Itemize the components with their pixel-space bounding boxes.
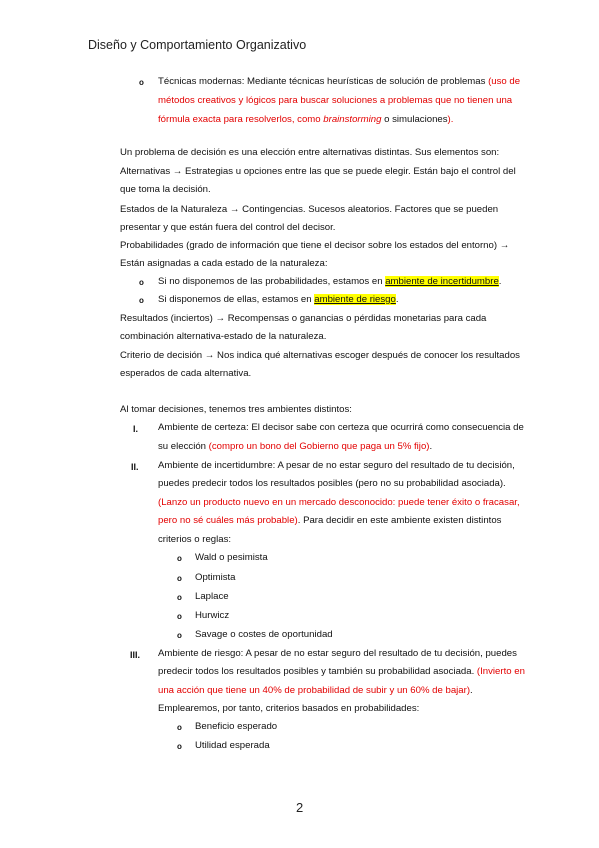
arrow-icon: →	[215, 313, 226, 324]
page-number: 2	[296, 800, 304, 815]
text-span: pero no sé cuáles más probable)	[158, 515, 298, 526]
text-span: . Para decidir en este ambiente existen distintos	[297, 515, 502, 526]
text-span: (Invierto en	[476, 666, 525, 677]
bullet-icon: o	[177, 554, 182, 563]
list-item: Wald o pesimista	[195, 552, 268, 563]
text-line: presentar y que están fuera del control del decisor.	[120, 222, 336, 233]
bullet-icon: o	[177, 612, 182, 621]
text-line	[158, 685, 473, 697]
highlight-text: ambiente de incertidumbre	[385, 276, 499, 287]
text-line	[158, 441, 432, 453]
text-line	[158, 276, 501, 288]
bullet-icon: o	[139, 78, 144, 87]
text-line: Emplearemos, por tanto, criterios basados en probabilidades:	[158, 703, 420, 714]
text-span: Estrategias u opciones entre las que se puede elegir. Están bajo el control del	[182, 166, 516, 177]
text-line: Al tomar decisiones, tenemos tres ambientes distintos:	[120, 404, 352, 415]
text-span: Resultados (inciertos)	[120, 313, 216, 324]
text-span: una acción que tiene un 40% de probabilidad de subir y un 60% de bajar)	[158, 685, 471, 696]
text-span: Si no disponemos de las probabilidades, estamos en	[158, 276, 386, 287]
text-span: Contingencias. Sucesos aleatorios. Factores que se pueden	[239, 204, 499, 215]
text-span: Técnicas modernas: Mediante técnicas heurísticas de solución de problemas	[158, 76, 489, 87]
text-span: Alternativas	[120, 166, 173, 177]
bullet-icon: o	[139, 278, 144, 287]
text-line: métodos creativos y lógicos para buscar soluciones a problemas que no tienen una	[158, 95, 513, 106]
list-item: Optimista	[195, 572, 236, 583]
text-line: (Lanzo un producto nuevo en un mercado desconocido: puede tener éxito o fracasar,	[158, 497, 520, 508]
text-line	[120, 240, 509, 252]
bullet-icon: o	[177, 742, 182, 751]
text-line: Ambiente de incertidumbre: A pesar de no estar seguro del resultado de tu decisión,	[158, 460, 515, 471]
text-line	[158, 666, 525, 678]
list-number: I.	[133, 424, 139, 434]
text-line: Un problema de decisión es una elección entre alternativas distintas. Sus elementos son:	[120, 147, 500, 158]
text-span: su elección	[158, 441, 209, 452]
text-span: Estados de la Naturaleza	[120, 204, 230, 215]
text-span: Criterio de decisión	[120, 350, 205, 361]
text-line	[120, 166, 516, 178]
text-line: que toma la decisión.	[120, 184, 211, 195]
text-span: o simulaciones	[381, 114, 448, 125]
text-span: brainstorming	[323, 114, 382, 125]
list-item: Savage o costes de oportunidad	[195, 629, 333, 640]
list-number: II.	[131, 462, 139, 472]
text-line: Ambiente de riesgo: A pesar de no estar seguro del resultado de tu decisión, puedes	[158, 648, 517, 659]
text-span: Nos indica qué alternativas escoger después de conocer los resultados	[214, 350, 520, 361]
bullet-icon: o	[177, 723, 182, 732]
text-span: Si disponemos de ellas, estamos en	[158, 294, 315, 305]
text-line: combinación alternativa-estado de la naturaleza.	[120, 331, 327, 342]
text-line: criterios o reglas:	[158, 534, 232, 545]
text-span: ).	[447, 114, 454, 125]
text-line	[158, 114, 453, 126]
highlight-text: ambiente de riesgo	[314, 294, 396, 305]
bullet-icon: o	[177, 631, 182, 640]
bullet-icon: o	[139, 296, 144, 305]
list-item: Hurwicz	[195, 610, 230, 621]
list-number: III.	[130, 650, 141, 660]
bullet-icon: o	[177, 574, 182, 583]
text-line: esperados de cada alternativa.	[120, 368, 252, 379]
text-span: .	[470, 685, 473, 696]
text-span: .	[429, 441, 433, 452]
arrow-icon: →	[204, 350, 215, 361]
page-header: Diseño y Comportamiento Organizativo	[88, 38, 307, 52]
arrow-icon: →	[499, 240, 510, 251]
list-item: Beneficio esperado	[195, 721, 278, 732]
text-line	[158, 76, 520, 88]
text-line	[120, 350, 520, 362]
text-span: predecir todos los resultados posibles y también su probabilidad asociada.	[158, 666, 477, 677]
text-span: (compro un bono del Gobierno que paga un 5% fijo)	[208, 441, 430, 452]
text-line	[120, 204, 498, 216]
bullet-icon: o	[177, 593, 182, 602]
arrow-icon: →	[172, 166, 183, 177]
text-line	[158, 515, 501, 527]
list-item: Utilidad esperada	[195, 740, 270, 751]
text-line	[120, 313, 486, 325]
list-item: Laplace	[195, 591, 229, 602]
text-line: Están asignadas a cada estado de la naturaleza:	[120, 258, 328, 269]
text-line	[158, 294, 399, 306]
text-line: puedes predecir todos los resultados posibles (pero no su probabilidad asociada).	[158, 478, 506, 489]
text-line: Ambiente de certeza: El decisor sabe con certeza que ocurrirá como consecuencia de	[158, 422, 524, 433]
text-span: Recompensas o ganancias o pérdidas monetarias para cada	[225, 313, 487, 324]
text-span: .	[498, 276, 502, 287]
text-span: (uso de	[488, 76, 521, 87]
text-span: fórmula exacta para resolverlos, como	[158, 114, 324, 125]
arrow-icon: →	[229, 204, 240, 215]
text-span: .	[395, 294, 399, 305]
text-span: Probabilidades (grado de información que tiene el decisor sobre los estados del entorno)	[120, 240, 500, 251]
